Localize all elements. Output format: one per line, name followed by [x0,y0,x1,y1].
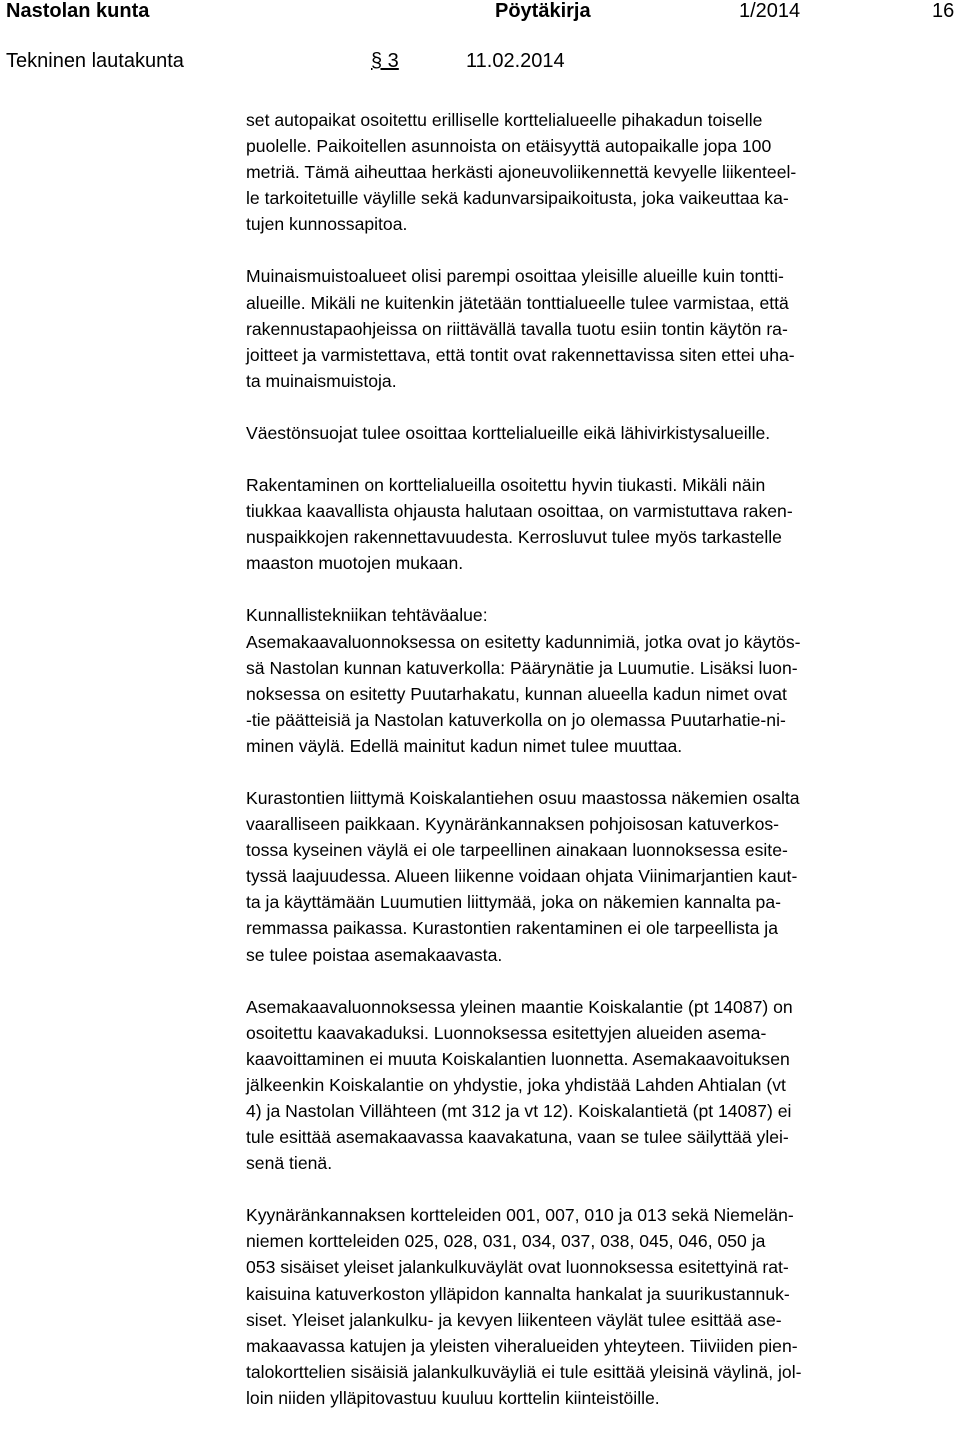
document-body [246,107,958,1437]
text-line: tule esittää asemakaavassa kaavakatuna, vaan se tulee säilyttää ylei- [246,1127,789,1148]
text-line: metriä. Tämä aiheuttaa herkästi ajoneuvoliikennettä kevyelle liikenteel- [246,162,797,183]
text-line: rakennustapaohjeissa on riittävällä tavalla tuotu esiin tontin käytön ra- [246,318,788,339]
section-number: § 3 [371,50,399,72]
text-line: 4) ja Nastolan Villähteen (mt 312 ja vt 12). Koiskalantietä (pt 14087) ei [246,1101,792,1121]
text-line: remmassa paikassa. Kurastontien rakentaminen ei ole tarpeellista ja [246,918,778,939]
text-line: puolelle. Paikoitellen asunnoista on etäisyyttä autopaikalle jopa 100 [246,136,772,157]
text-line: Muinaismuistoalueet olisi parempi osoittaa yleisille alueille kuin tontti- [246,266,784,287]
text-line: tyssä laajuudessa. Alueen liikenne voidaan ohjata Viinimarjantien kaut- [246,866,798,887]
paragraph [246,107,958,237]
text-line: le tarkoitetuille väylille sekä kadunvarsipaikoitusta, joka vaikeuttaa ka- [246,188,789,209]
text-line: kaisuina katuverkoston ylläpidon kannalta hankalat ja suurikustannuk- [246,1283,790,1304]
text-line: siset. Yleiset jalankulku- ja kevyen liikenteen väylät tulee esittää ase- [246,1309,782,1330]
text-line: Väestönsuojat tulee osoittaa korttelialueille eikä lähivirkistysalueille. [246,422,771,443]
text-line: ta muinaismuistoja. [246,370,397,391]
text-line: Kurastontien liittymä Koiskalantiehen osuu maastossa näkemien osalta [246,787,800,808]
text-line: 053 sisäiset yleiset jalankulkuväylät ovat luonnoksessa esitettyinä rat- [246,1257,789,1278]
text-line: alueille. Mikäli ne kuitenkin jätetään tonttialueelle tulee varmistaa, että [246,292,789,313]
text-line: tossa kyseinen väylä ei ole tarpeellinen ainakaan luonnoksessa esite- [246,840,788,861]
text-line: talokorttelien sisäisiä jalankulkuväyliä ei tule esittää yleisinä väylinä, jol- [246,1361,802,1382]
text-line: nuspaikkojen rakennettavuudesta. Kerrosluvut tulee myös tarkastelle [246,527,782,548]
document-type: Pöytäkirja [495,0,591,22]
text-line: sä Nastolan kunnan katuverkolla: Päärynätie ja Luumutie. Lisäksi luon- [246,657,798,678]
paragraph [246,785,958,968]
text-line: makaavassa katujen ja yleisten viheralueiden yhteyteen. Tiiviiden pien- [246,1335,798,1356]
text-line: Asemakaavaluonnoksessa on esitetty kadunnimiä, jotka ovat jo käytös- [246,631,801,652]
text-line: vaaralliseen paikkaan. Kyynäränkannaksen pohjoisosan katuverkos- [246,814,780,835]
text-line: ta ja käyttämään Luumutien liittymää, joka on näkemien kannalta pa- [246,892,781,913]
text-line: maaston muotojen mukaan. [246,553,464,574]
text-line: minen väylä. Edellä mainitut kadun nimet tulee muuttaa. [246,735,683,756]
municipality-name: Nastolan kunta [6,0,150,22]
paragraph [246,263,958,393]
text-line: tujen kunnossapitoa. [246,214,408,235]
text-line: senä tienä. [246,1153,333,1174]
text-line: niemen kortteleiden 025, 028, 031, 034, 037, 038, 045, 046, 050 ja [246,1231,766,1252]
text-line: Kyynäränkannaksen kortteleiden 001, 007, 010 ja 013 sekä Niemelän- [246,1205,794,1226]
text-line: se tulee poistaa asemakaavasta. [246,944,503,965]
text-line: tiukkaa kaavallista ohjausta halutaan osoittaa, on varmistuttava raken- [246,501,793,522]
text-line: loin niiden ylläpitovastuu kuuluu korttelin kiinteistöille. [246,1387,660,1408]
text-line: Kunnallistekniikan tehtäväalue: [246,605,488,626]
paragraph [246,994,958,1177]
text-line: kaavoittaminen ei muuta Koiskalantien luonnetta. Asemakaavoituksen [246,1048,790,1069]
text-line: Asemakaavaluonnoksessa yleinen maantie Koiskalantie (pt 14087) on [246,996,793,1017]
text-line: joitteet ja varmistettava, että tontit ovat rakennettavissa siten ettei uha- [246,344,795,365]
text-line: Rakentaminen on korttelialueilla osoitettu hyvin tiukasti. Mikäli näin [246,475,766,496]
paragraph [246,472,958,576]
paragraph [246,1202,958,1411]
paragraph [246,420,958,446]
board-name: Tekninen lautakunta [6,50,184,72]
text-line: -tie päätteisiä ja Nastolan katuverkolla on jo olemassa Puutarhatie-ni- [246,709,786,730]
document-issue: 1/2014 [739,0,801,22]
text-line: noksessa on esitetty Puutarhakatu, kunnan alueella kadun nimet ovat [246,683,787,704]
paragraph [246,602,958,759]
text-line: jälkeenkin Koiskalantie on yhdystie, joka yhdistää Lahden Ahtialan (vt [246,1074,786,1095]
meeting-date: 11.02.2014 [466,50,565,72]
text-line: set autopaikat osoitettu erilliselle korttelialueelle pihakadun toiselle [246,110,763,130]
page-number: 16 [932,0,955,22]
text-line: osoitettu kaavakaduksi. Luonnoksessa esitettyjen alueiden asema- [246,1022,767,1043]
